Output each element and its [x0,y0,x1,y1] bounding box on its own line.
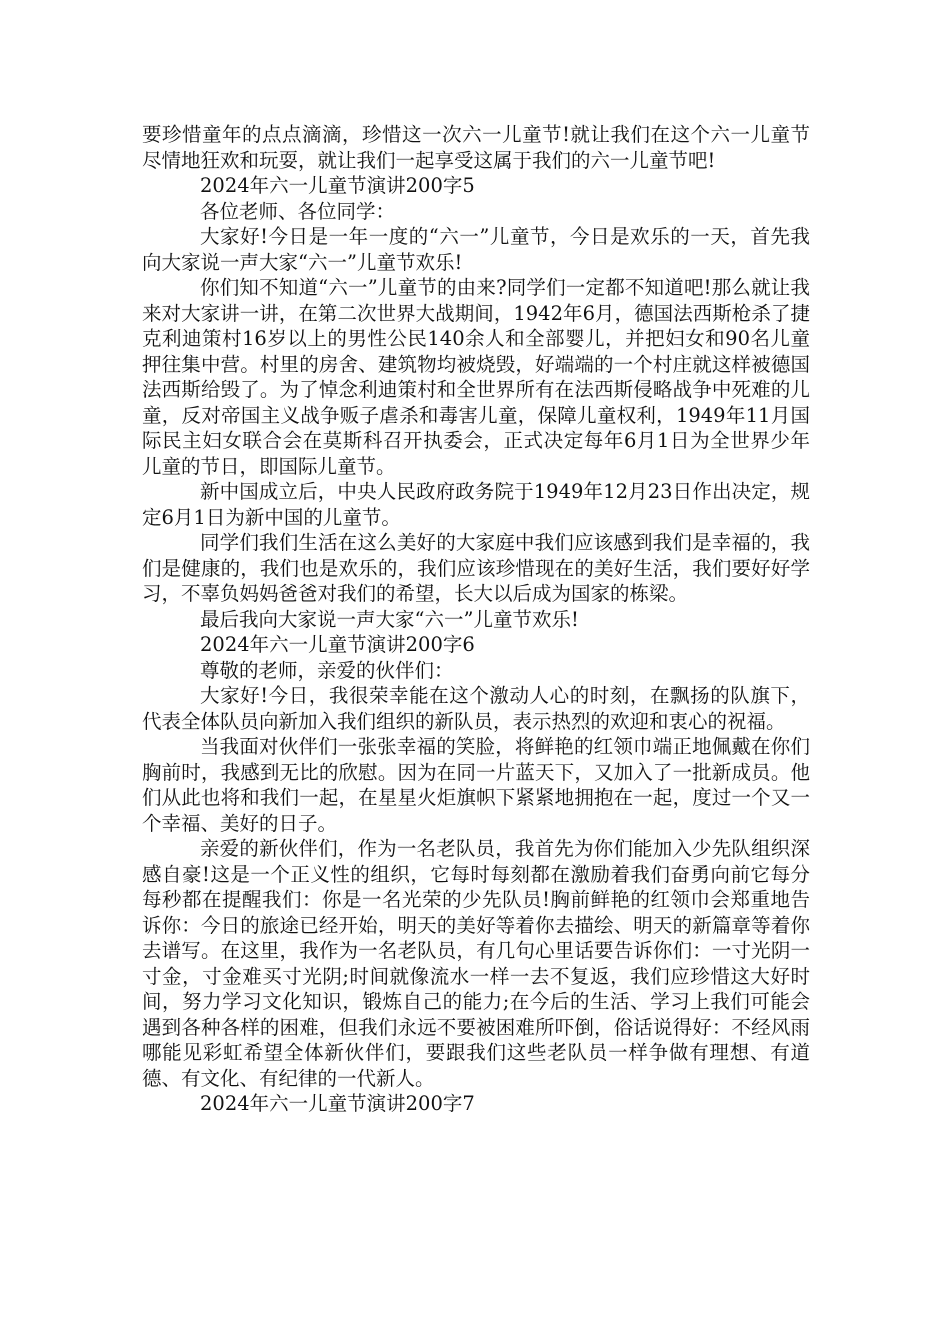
paragraph-greeting: 大家好!今日是一年一度的“六一”儿童节，今日是欢乐的一天，首先我向大家说一声大家“六一”儿童节欢乐! [142,225,810,274]
section-heading-7: 2024年六一儿童节演讲200字7 [200,1092,475,1115]
paragraph-closing-wish: 要珍惜童年的点点滴滴，珍惜这一次六一儿童节!就让我们在这个六一儿童节尽情地狂欢和玩耍，就让我们一起享受这属于我们的六一儿童节吧! [142,123,810,172]
paragraph-new-china: 新中国成立后，中央人民政府政务院于1949年12月23日作出决定，规定6月1日为新中国的儿童节。 [142,480,810,529]
paragraph-happiness: 同学们我们生活在这么美好的大家庭中我们应该感到我们是幸福的，我们是健康的，我们也是欢乐的，我们应该珍惜现在的美好生活，我们要好好学习，不辜负妈妈爸爸对我们的希望，长大以后成为国家的栋梁。 [142,531,810,605]
paragraph-advice: 亲爱的新伙伴们，作为一名老队员，我首先为你们能加入少先队组织深感自豪!这是一个正义性的组织，它每时每刻都在激励着我们奋勇向前它每分每秒都在提醒我们：你是一名光荣的少先队员!胸前鲜艳的红领巾会郑重地告诉你：今日的旅途已经开始，明天的美好等着你去描绘、明天的新篇章等着你去谱写。在这里，我作为一名老队员，有几句心里话要告诉你们：一寸光阴一寸金，寸金难买寸光阴;时间就像流水一样一去不复返，我们应珍惜这大好时间，努力学习文化知识，锻炼自己的能力;在今后的生活、学习上我们可能会遇到各种各样的困难，但我们永远不要被困难所吓倒，俗话说得好：不经风雨哪能见彩虹希望全体新伙伴们，要跟我们这些老队员一样争做有理想、有道德、有文化、有纪律的一代新人。 [142,837,810,1090]
paragraph-welcome: 大家好!今日，我很荣幸能在这个激动人心的时刻，在飘扬的队旗下，代表全体队员向新加入我们组织的新队员，表示热烈的欢迎和衷心的祝福。 [142,684,810,733]
section-heading-6: 2024年六一儿童节演讲200字6 [200,633,475,656]
section-heading-5: 2024年六一儿童节演讲200字5 [200,174,475,197]
paragraph-red-scarf: 当我面对伙伴们一张张幸福的笑脸，将鲜艳的红领巾端正地佩戴在你们胸前时，我感到无比的欣慰。因为在同一片蓝天下，又加入了一批新成员。他们从此也将和我们一起，在星星火炬旗帜下紧紧地拥抱在一起，度过一个又一个幸福、美好的日子。 [142,735,810,835]
paragraph-final-wish: 最后我向大家说一声大家“六一”儿童节欢乐! [200,607,579,631]
paragraph-origin: 你们知不知道“六一”儿童节的由来?同学们一定都不知道吧!那么就让我来对大家讲一讲，在第二次世界大战期间，1942年6月，德国法西斯枪杀了捷克利迪策村16岁以上的男性公民140余人和全部婴儿，并把妇女和90名儿童押往集中营。村里的房舍、建筑物均被烧毁，好端端的一个村庄就这样被德国法西斯给毁了。为了悼念利迪策村和全世界所有在法西斯侵略战争中死难的儿童，反对帝国主义战争贩子虐杀和毒害儿童，保障儿童权利，1949年11月国际民主妇女联合会在莫斯科召开执委会，正式决定每年6月1日为全世界少年儿童的节日，即国际儿童节。 [142,276,810,478]
salutation: 各位老师、各位同学： [200,199,396,223]
salutation: 尊敬的老师，亲爱的伙伴们： [200,658,454,682]
document-page [142,122,810,1117]
